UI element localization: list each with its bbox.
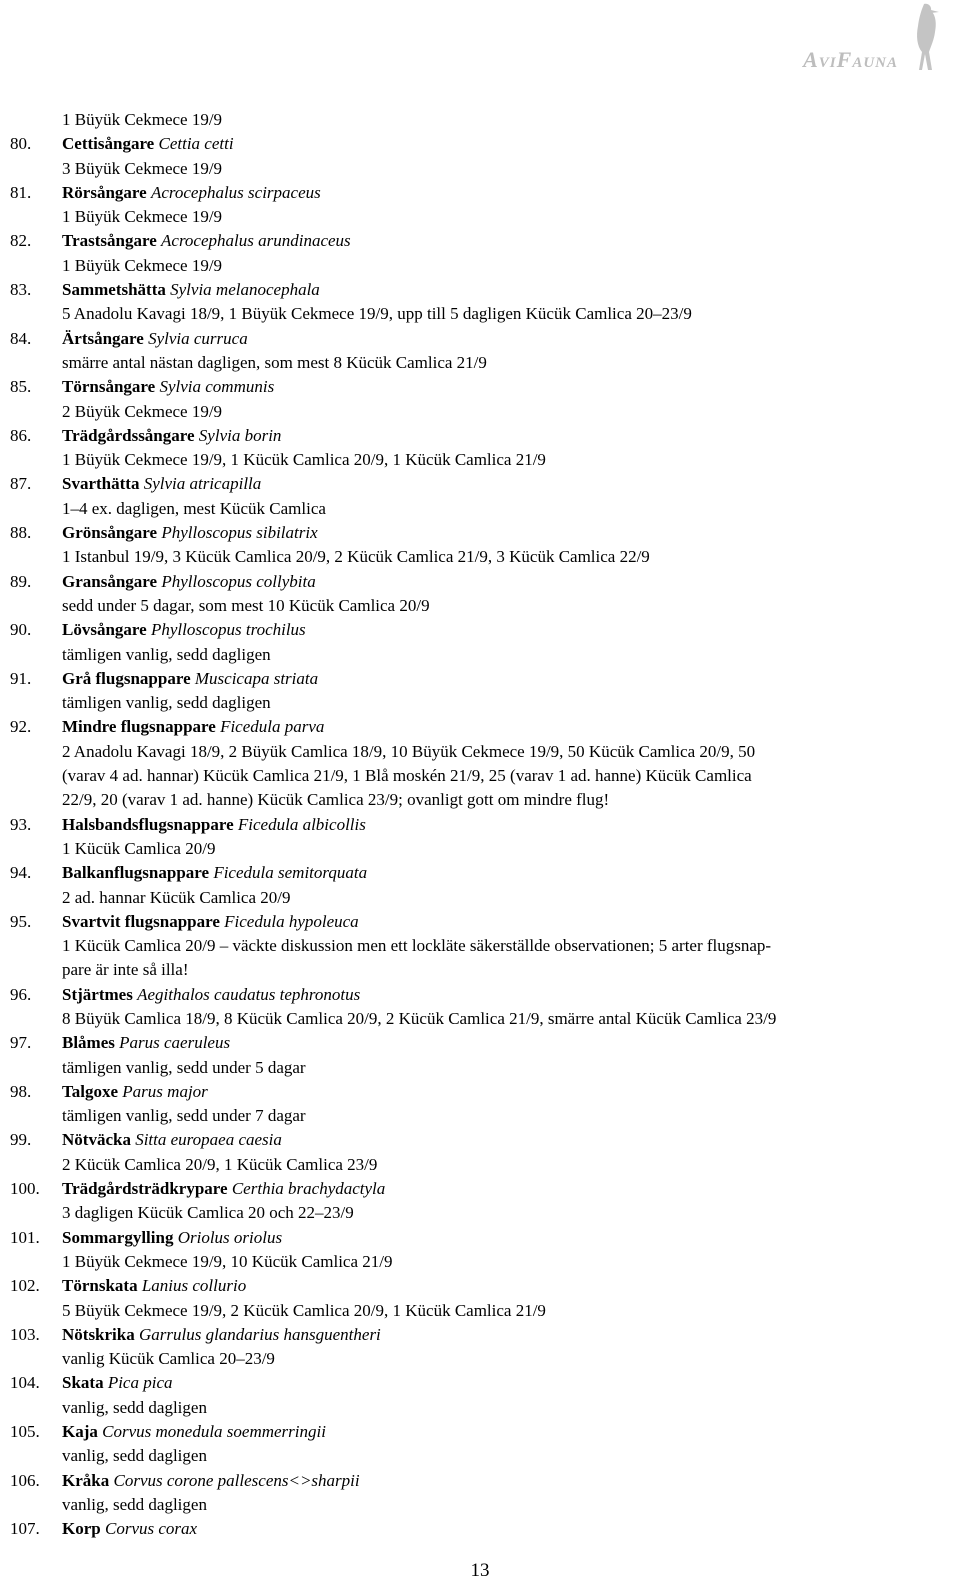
swedish-name: Törnsångare [62,377,156,397]
entry-name [62,1371,173,1395]
entry-detail: vanlig Kücük Camlica 20–23/9 [62,1349,275,1369]
latin-name: Ficedula semitorquata [213,863,368,883]
entry-number: 102. [10,1276,40,1296]
entry-name [62,1031,230,1055]
entry-number: 106. [10,1470,40,1490]
detail-line [0,788,960,812]
swedish-name: Nötväcka [62,1130,131,1150]
detail-line [0,643,960,667]
entry-name [62,667,318,691]
entry-detail: 1 Kücük Camlica 20/9 – väckte diskussion men ett lockläte säkerställde observationen; 5 arter flugsnap- [62,936,772,956]
list-item [0,983,960,1007]
list-item [0,1323,960,1347]
entry-name [62,570,316,594]
entry-number: 100. [10,1179,40,1199]
entry-number: 98. [10,1081,32,1101]
latin-name: Certhia brachydactyla [231,1179,386,1199]
entry-name [62,715,324,739]
entry-number: 105. [10,1422,40,1442]
list-item [0,1469,960,1493]
entry-name [62,424,281,448]
entry-name [62,1128,282,1152]
swedish-name: Törnskata [62,1276,138,1296]
latin-name: Muscicapa striata [194,668,319,688]
entry-name [62,327,248,351]
list-item [0,229,960,253]
list-item [0,327,960,351]
entry-detail: 1 Kücük Camlica 20/9 [62,838,216,858]
latin-name: Aegithalos caudatus tephronotus [137,984,361,1004]
entry-name [62,910,359,934]
entry-detail: (varav 4 ad. hannar) Kücük Camlica 21/9, 1 Blå moskén 21/9, 25 (varav 1 ad. hanne) Kücük Camlica [62,766,752,786]
entry-detail: 5 Anadolu Kavagi 18/9, 1 Büyük Cekmece 19/9, upp till 5 dagligen Kücük Camlica 20–23/9 [62,304,692,324]
swedish-name: Talgoxe [62,1081,119,1101]
entry-detail: 1 Istanbul 19/9, 3 Kücük Camlica 20/9, 2 Kücük Camlica 21/9, 3 Kücük Camlica 22/9 [62,547,650,567]
entry-name [62,1323,381,1347]
entry-name [62,1274,246,1298]
swedish-name: Kråka [62,1470,110,1490]
swedish-name: Trädgårdssångare [62,425,195,445]
swedish-name: Trädgårdsträdkrypare [62,1179,228,1199]
latin-name: Oriolus oriolus [177,1227,283,1247]
entry-number: 91. [10,668,32,688]
entry-name [62,861,367,885]
list-item [0,1128,960,1152]
list-item [0,861,960,885]
entry-name [62,1080,208,1104]
detail-line [0,1104,960,1128]
entry-number: 93. [10,814,32,834]
entry-detail: tämligen vanlig, sedd dagligen [62,693,271,713]
entry-number: 104. [10,1373,40,1393]
entry-detail: 5 Büyük Cekmece 19/9, 2 Kücük Camlica 20/9, 1 Kücük Camlica 21/9 [62,1300,546,1320]
swedish-name: Svartvit flugsnappare [62,911,220,931]
swedish-name: Ärtsångare [62,328,144,348]
detail-line [0,497,960,521]
list-item [0,1420,960,1444]
swedish-name: Svarthätta [62,474,140,494]
entry-detail: 2 Büyük Cekmece 19/9 [62,401,223,421]
latin-name: Garrulus glandarius hansguentheri [138,1324,381,1344]
entry-number: 99. [10,1130,32,1150]
entry-detail: vanlig, sedd dagligen [62,1494,207,1514]
entry-detail: tämligen vanlig, sedd under 5 dagar [62,1057,306,1077]
detail-line [0,886,960,910]
latin-name: Phylloscopus sibilatrix [161,523,318,543]
swedish-name: Blåmes [62,1033,115,1053]
latin-name: Ficedula albicollis [237,814,366,834]
swedish-name: Sommargylling [62,1227,174,1247]
latin-name: Sylvia communis [159,377,275,397]
latin-name: Corvus corone pallescens<>sharpii [113,1470,360,1490]
list-item [0,1226,960,1250]
detail-line [0,1493,960,1517]
swedish-name: Mindre flugsnappare [62,717,216,737]
entry-number: 96. [10,984,32,1004]
entry-detail: 1 Büyük Cekmece 19/9, 10 Kücük Camlica 21/9 [62,1251,393,1271]
entry-name [62,375,274,399]
list-item [0,132,960,156]
entry-name [62,1177,385,1201]
entry-number: 103. [10,1324,40,1344]
swedish-name: Sammetshätta [62,280,166,300]
detail-line [0,302,960,326]
detail-line [0,1299,960,1323]
entry-detail: tämligen vanlig, sedd dagligen [62,644,271,664]
entry-detail: vanlig, sedd dagligen [62,1397,207,1417]
detail-line [0,1347,960,1371]
species-list [0,108,960,1542]
entry-number: 85. [10,377,32,397]
list-item [0,1371,960,1395]
list-item [0,1031,960,1055]
detail-line [0,1250,960,1274]
detail-line [0,1444,960,1468]
entry-number: 101. [10,1227,40,1247]
entry-detail: vanlig, sedd dagligen [62,1446,207,1466]
entry-number: 88. [10,523,32,543]
entry-detail: sedd under 5 dagar, som mest 10 Kücük Camlica 20/9 [62,595,430,615]
latin-name: Sylvia atricapilla [143,474,262,494]
list-item [0,570,960,594]
detail-line [0,254,960,278]
logo-text: AviFauna [803,47,898,72]
entry-name [62,521,318,545]
detail-line [0,837,960,861]
detail-line [0,958,960,982]
latin-name: Ficedula hypoleuca [224,911,359,931]
detail-line [0,1056,960,1080]
latin-name: Parus major [122,1081,208,1101]
list-item [0,1517,960,1541]
detail-line [0,448,960,472]
swedish-name: Lövsångare [62,620,147,640]
entry-name [62,618,306,642]
avifauna-logo [762,0,942,80]
detail-line [0,1201,960,1225]
entry-detail: 1 Büyük Cekmece 19/9, 1 Kücük Camlica 20/9, 1 Kücük Camlica 21/9 [62,450,546,470]
entry-number: 92. [10,717,32,737]
entry-name [62,813,366,837]
list-item [0,521,960,545]
entry-number: 86. [10,425,32,445]
list-item [0,667,960,691]
swedish-name: Skata [62,1373,104,1393]
entry-name [62,472,261,496]
entry-name [62,983,360,1007]
swedish-name: Gransångare [62,571,158,591]
detail-line [0,157,960,181]
entry-name [62,1226,282,1250]
lead-detail-line [0,108,960,132]
entry-number: 81. [10,182,32,202]
entry-detail: 3 Büyük Cekmece 19/9 [62,158,223,178]
entry-detail: smärre antal nästan dagligen, som mest 8 Kücük Camlica 21/9 [62,352,487,372]
entry-name [62,181,321,205]
list-item [0,1080,960,1104]
list-item [0,1274,960,1298]
swedish-name: Kaja [62,1422,98,1442]
latin-name: Pica pica [107,1373,173,1393]
entry-name [62,229,351,253]
swedish-name: Stjärtmes [62,984,133,1004]
swedish-name: Trastsångare [62,231,157,251]
entry-number: 94. [10,863,32,883]
entry-number: 95. [10,911,32,931]
entry-detail: 1 Büyük Cekmece 19/9 [62,207,223,227]
page-number: 13 [470,1560,490,1581]
detail-line [0,594,960,618]
entry-number: 90. [10,620,32,640]
entry-number: 84. [10,328,32,348]
detail-line [0,691,960,715]
latin-name: Acrocephalus scirpaceus [150,182,321,202]
swedish-name: Nötskrika [62,1324,135,1344]
entry-name [62,1469,360,1493]
latin-name: Cettia cetti [158,134,234,154]
entry-detail: tämligen vanlig, sedd under 7 dagar [62,1106,306,1126]
swedish-name: Grönsångare [62,523,158,543]
list-item [0,715,960,739]
entry-name [62,1517,197,1541]
entry-detail: 8 Büyük Camlica 18/9, 8 Kücük Camlica 20/9, 2 Kücük Camlica 21/9, smärre antal Kücük Camlica 23/9 [62,1008,777,1028]
list-item [0,472,960,496]
latin-name: Corvus monedula soemmerringii [102,1422,326,1442]
list-item [0,424,960,448]
latin-name: Acrocephalus arundinaceus [161,231,351,251]
entry-detail: 2 Anadolu Kavagi 18/9, 2 Büyük Camlica 18/9, 10 Büyük Cekmece 19/9, 50 Kücük Camlica 20/9, 50 [62,741,756,761]
entry-detail: pare är inte så illa! [62,960,189,980]
latin-name: Sylvia melanocephala [170,280,320,300]
entry-number: 83. [10,280,32,300]
swedish-name: Rörsångare [62,182,147,202]
entry-detail: 2 ad. hannar Kücük Camlica 20/9 [62,887,291,907]
detail-line [0,400,960,424]
entry-number: 80. [10,134,32,154]
detail-line [0,934,960,958]
list-item [0,910,960,934]
entry-number: 89. [10,571,32,591]
list-item [0,618,960,642]
swedish-name: Cettisångare [62,134,155,154]
entry-detail: 1 Büyük Cekmece 19/9 [62,255,223,275]
latin-name: Sitta europaea caesia [135,1130,282,1150]
latin-name: Phylloscopus trochilus [150,620,306,640]
entry-detail: 2 Kücük Camlica 20/9, 1 Kücük Camlica 23/9 [62,1154,378,1174]
bird-silhouette-icon [908,2,942,72]
latin-name: Sylvia curruca [148,328,248,348]
list-item [0,813,960,837]
list-item [0,181,960,205]
detail-line [0,351,960,375]
detail-line [0,545,960,569]
swedish-name: Balkanflugsnappare [62,863,210,883]
detail-line [0,1007,960,1031]
latin-name: Parus caeruleus [119,1033,231,1053]
list-item [0,278,960,302]
entry-name [62,1420,326,1444]
latin-name: Sylvia borin [198,425,282,445]
entry-number: 107. [10,1519,40,1539]
entry-detail: 1–4 ex. dagligen, mest Kücük Camlica [62,498,326,518]
entry-number: 97. [10,1033,32,1053]
detail-line [0,740,960,764]
detail-line [0,1153,960,1177]
list-item [0,1177,960,1201]
entry-detail: 3 dagligen Kücük Camlica 20 och 22–23/9 [62,1203,354,1223]
entry-detail: 22/9, 20 (varav 1 ad. hanne) Kücük Camlica 23/9; ovanligt gott om mindre flug! [62,790,610,810]
swedish-name: Grå flugsnappare [62,668,191,688]
entry-number: 87. [10,474,32,494]
latin-name: Phylloscopus collybita [161,571,316,591]
swedish-name: Halsbandsflugsnappare [62,814,234,834]
detail-line [0,205,960,229]
detail-line [0,764,960,788]
list-item [0,375,960,399]
swedish-name: Korp [62,1519,101,1539]
latin-name: Ficedula parva [220,717,325,737]
latin-name: Corvus corax [104,1519,198,1539]
latin-name: Lanius collurio [141,1276,247,1296]
entry-name [62,132,234,156]
entry-detail: 1 Büyük Cekmece 19/9 [62,110,223,129]
entry-number: 82. [10,231,32,251]
entry-name [62,278,320,302]
detail-line [0,1396,960,1420]
